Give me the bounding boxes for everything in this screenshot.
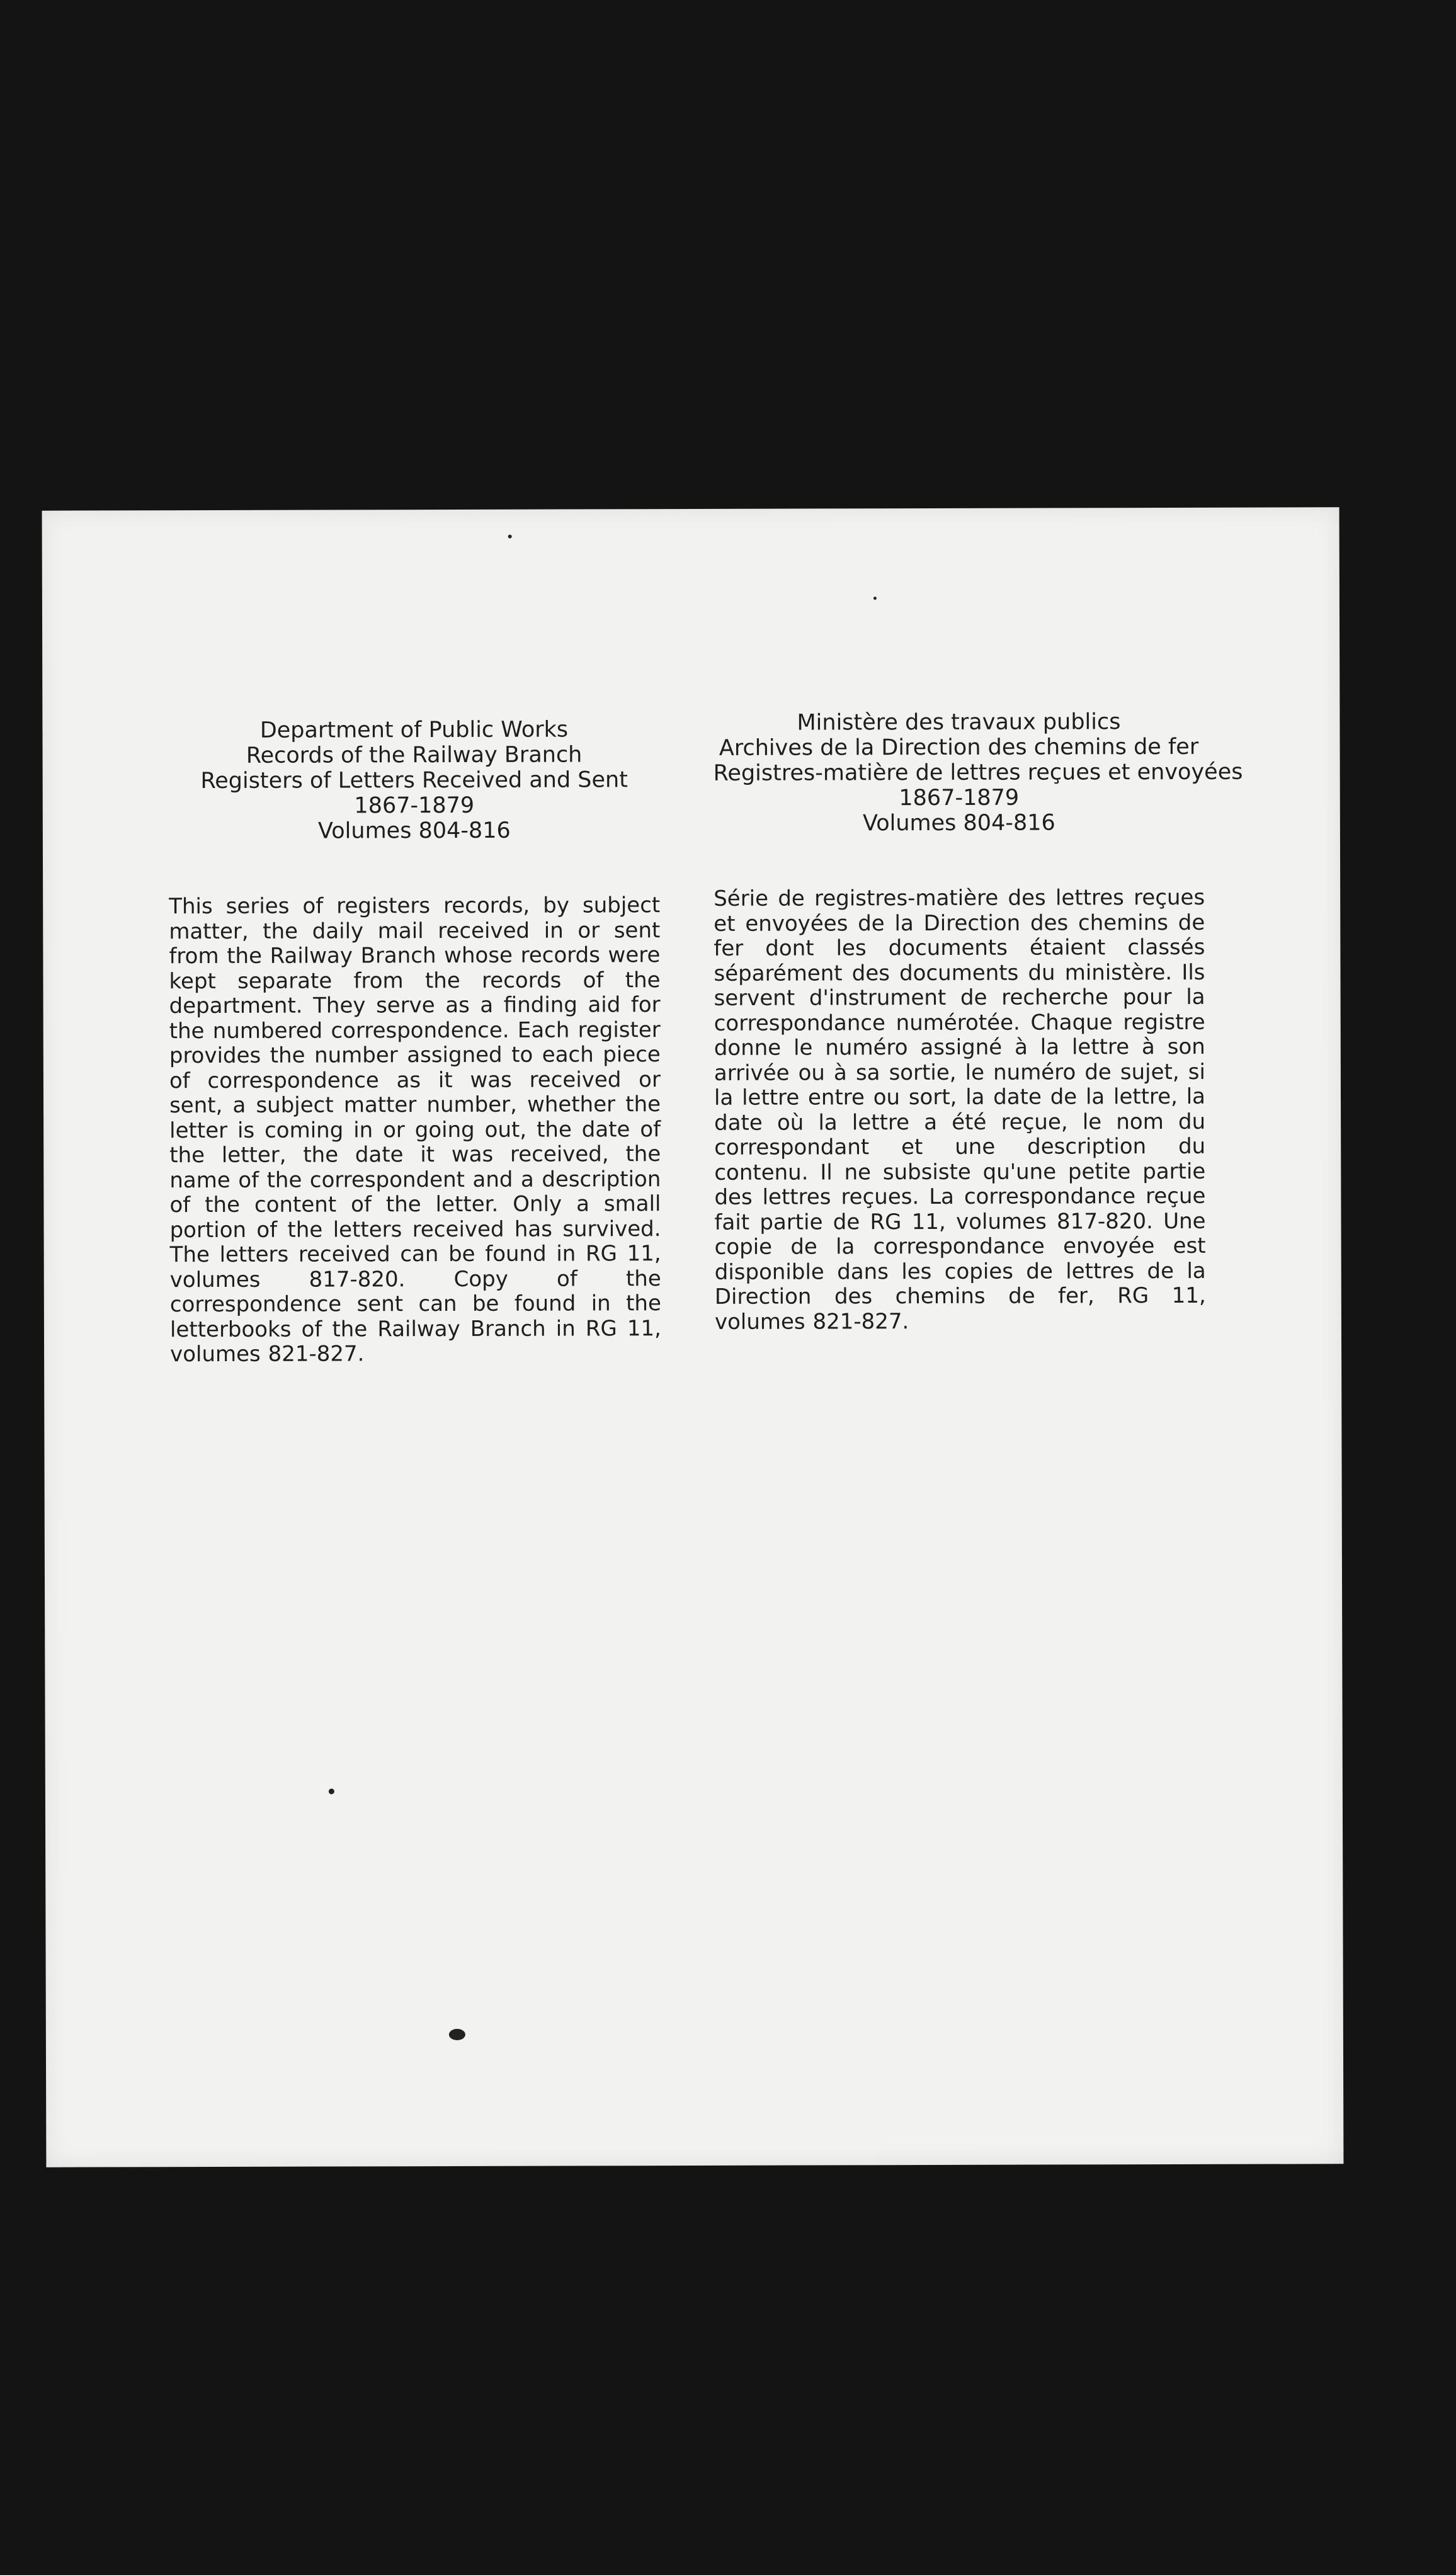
english-heading-line: Registers of Letters Received and Sent [200,767,628,794]
french-heading-line: 1867-1879 [899,785,1020,811]
english-column [168,717,661,1367]
french-heading-line: Registres-matière de lettres reçues et envoyées [713,759,1243,786]
french-heading [713,709,1243,836]
french-heading-line: Ministère des travaux publics [797,709,1121,736]
french-column [713,709,1243,1335]
english-heading-line: Volumes 804-816 [317,818,511,844]
french-heading-line: Archives de la Direction des chemins de fer [719,734,1199,761]
scan-speck [873,597,877,600]
english-heading-line: Department of Public Works [259,717,569,743]
scan-speck [508,535,512,539]
english-body-text: This series of registers records, by subject matter, the daily mail received in or sent from the Railway Branch whose records were kept separate from the records of the department. They serve as a finding aid for the numbered correspondence. Each register provides the number assigned to each piece of correspondence as it was received or sent, a subject matter number, whether the letter is coming in or going out, the date of the letter, the date it was received, the name of the correspondent and a description of the content of the letter. Only a small portion of the letters received has survived. The letters received can be found in RG 11, volumes 817-820. Copy of the correspondence sent can be found in the letterbooks of the Railway Branch in RG 11, volumes 821-827. [169,893,662,1367]
scan-speck [329,1788,334,1794]
scan-speck [449,2029,465,2040]
english-heading-line: 1867-1879 [354,792,475,819]
french-heading-line: Volumes 804-816 [862,810,1055,836]
french-body-text: Série de registres-matière des lettres reçues et envoyées de la Direction des chemins de fer dont les documents étaient classés séparément des documents du ministère. Ils servent d'instrument de recherche pour la correspondance numérotée. Chaque registre donne le numéro assigné à la lettre à son arrivée ou à sa sortie, le numéro de sujet, si la lettre entre ou sort, la date de la lettre, la date où la lettre a été reçue, le nom du correspondant et une description du contenu. Il ne subsiste qu'une petite partie des lettres reçues. La correspondance reçue fait partie de RG 11, volumes 817-820. Une copie de la correspondance envoyée est disponible dans les copies de lettres de la Direction des chemins de fer, RG 11, volumes 821-827. [714,884,1206,1335]
document-page [42,507,1344,2167]
english-heading-line: Records of the Railway Branch [246,742,583,768]
english-heading [168,717,660,844]
